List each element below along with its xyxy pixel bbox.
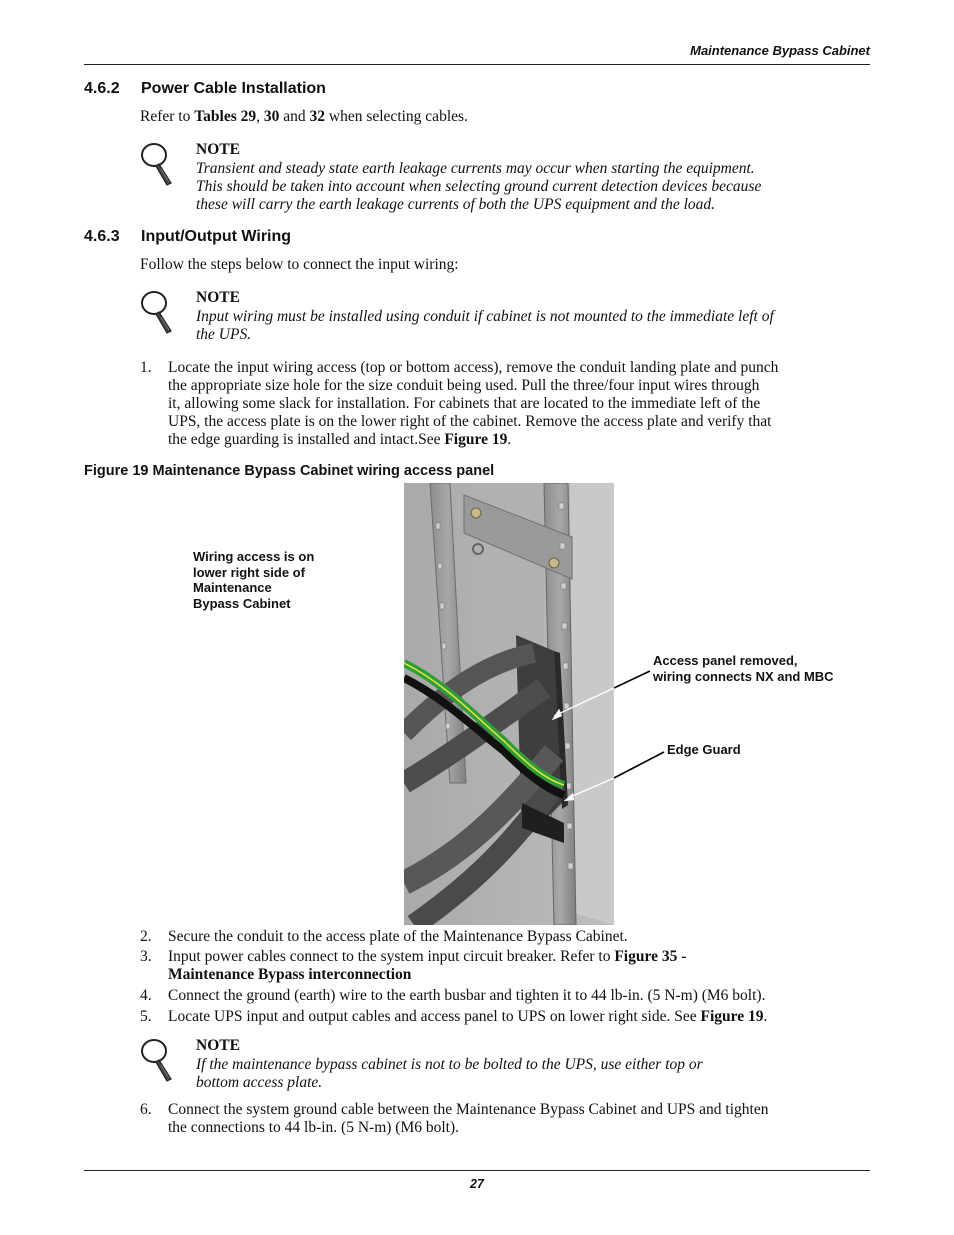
note-1 [196,140,761,214]
section-heading-462: 4.6.2 Power Cable Installation [84,80,326,97]
figure-19-reference[interactable]: Figure 19 [700,1008,764,1025]
running-header: Maintenance Bypass Cabinet [690,43,870,58]
figure-35-reference[interactable]: Figure 35 - [614,948,687,965]
callout-leader-lines [540,660,680,810]
note-1-line: This should be taken into account when selecting ground current detection devices because [196,178,762,195]
note-2-line: Input wiring must be installed using conduit if cabinet is not mounted to the immediate left of [196,308,774,325]
header-rule [84,64,870,65]
footer-rule [84,1170,870,1171]
figure-35-reference-title[interactable]: Maintenance Bypass interconnection [168,966,412,983]
step-6: 6. Connect the system ground cable between the Maintenance Bypass Cabinet and UPS and tighten the connections to 44 lb-in. (5 N-m) (M6 bolt). [140,1101,769,1136]
note-1-line: Transient and steady state earth leakage currents may occur when starting the equipment. [196,160,755,177]
magnifier-note-icon [139,1037,175,1083]
note-3-title: NOTE [196,1037,240,1054]
section-463-intro: Follow the steps below to connect the input wiring: [140,256,459,273]
note-3 [196,1036,703,1092]
figure-19-reference[interactable]: Figure 19 [444,431,508,448]
note-1-title: NOTE [196,141,240,158]
note-1-line: these will carry the earth leakage currents of both the UPS equipment and the load. [196,196,716,213]
note-3-line: bottom access plate. [196,1074,323,1091]
callout-access-panel: Access panel removed, wiring connects NX and MBC [653,653,834,684]
magnifier-note-icon [139,141,175,187]
figure-caption: Figure 19 Maintenance Bypass Cabinet wiring access panel [84,463,495,479]
page-number: 27 [470,1177,484,1191]
magnifier-note-icon [139,289,175,335]
step-4: 4. Connect the ground (earth) wire to the earth busbar and tighten it to 44 lb-in. (5 N-m) (M6 bolt). [140,987,766,1004]
note-2 [196,288,774,344]
note-2-line: the UPS. [196,326,252,343]
section-heading-463: 4.6.3 Input/Output Wiring [84,228,292,245]
note-2-title: NOTE [196,289,240,306]
step-5: 5. Locate UPS input and output cables and access panel to UPS on lower right side. See Figure 19. [140,1008,768,1025]
step-2: 2. Secure the conduit to the access plate of the Maintenance Bypass Cabinet. [140,928,628,945]
section-462-intro: Refer to Tables 29, 30 and 32 when selecting cables. [140,108,468,125]
note-3-line: If the maintenance bypass cabinet is not to be bolted to the UPS, use either top or [196,1056,703,1073]
step-3: 3. Input power cables connect to the system input circuit breaker. Refer to Figure 35 - Maintenance Bypass interconnection [140,948,687,983]
step-1: 1. Locate the input wiring access (top or bottom access), remove the conduit landing plate and punch the appropriate size hole for the size conduit being used. Pull the three/four input wires through it, allowing some slack for installation. For cabinets that are located to the immediate left of the UPS, the access plate is on the lower right of the cabinet. Remove the access plate and verify that the edge guarding is installed and intact.See Figure 19. [140,359,779,448]
callout-wiring-access: Wiring access is on lower right side of Maintenance Bypass Cabinet [193,549,315,611]
callout-edge-guard: Edge Guard [667,742,741,757]
